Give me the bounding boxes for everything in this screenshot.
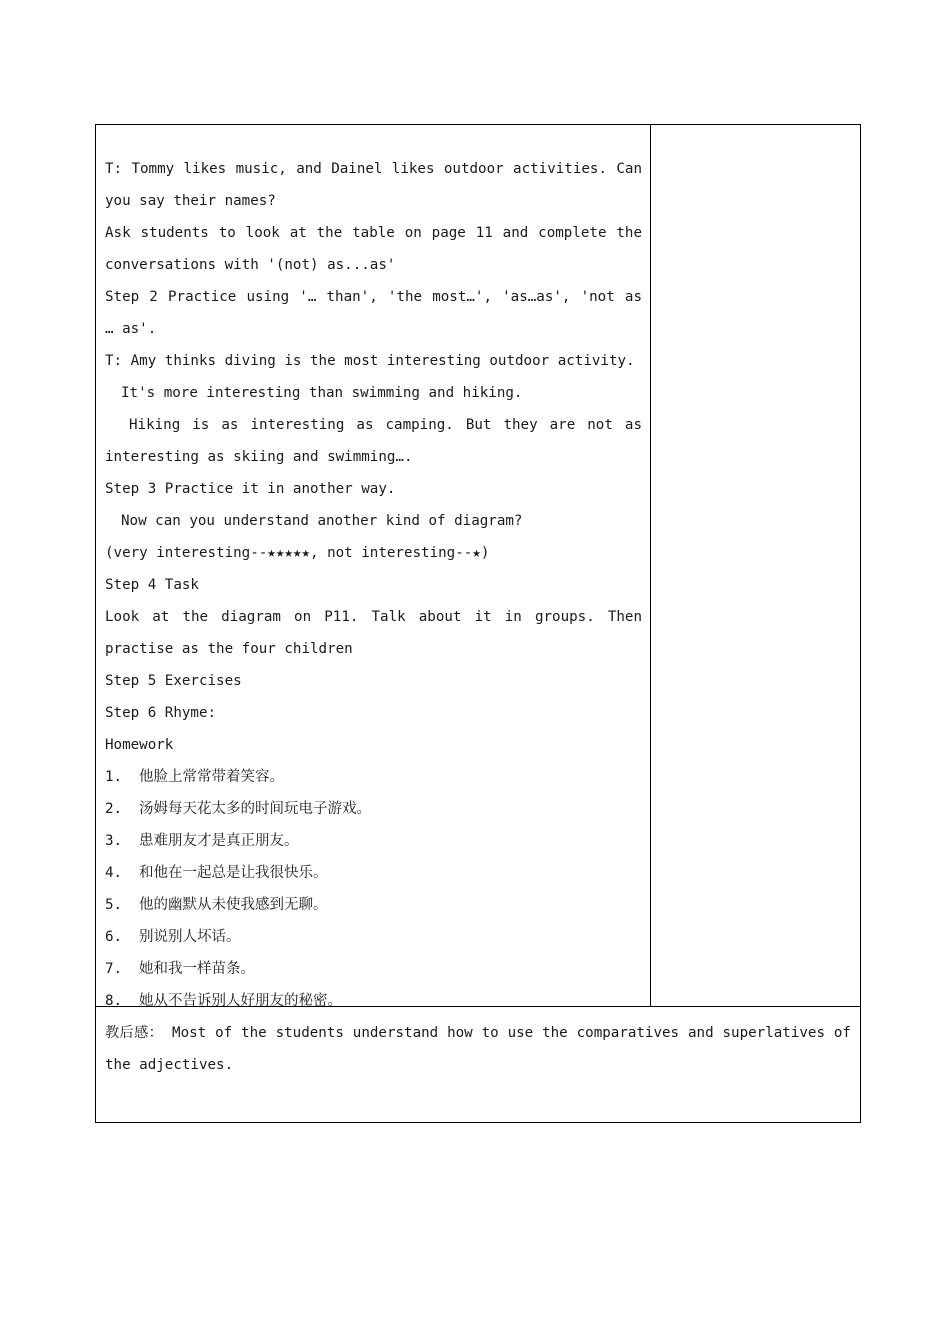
- homework-item: [105, 921, 642, 953]
- text-line: practise as the four children: [105, 641, 353, 657]
- homework-heading: Homework: [105, 737, 174, 753]
- homework-item: [105, 761, 642, 793]
- text-line: conversations with '(not) as...as': [105, 257, 396, 273]
- homework-number: 1.: [105, 769, 123, 785]
- homework-number: 6.: [105, 929, 123, 945]
- step-2-heading: Step 2 Practice using '… than', 'the most…', 'as…as', 'not as: [105, 289, 642, 305]
- homework-number: 7.: [105, 961, 123, 977]
- homework-text: 她和我一样苗条。: [139, 961, 255, 977]
- text-line: T: Tommy likes music, and Dainel likes outdoor activities. Can: [105, 161, 642, 177]
- reflection-text: [105, 1017, 851, 1081]
- text-line: Look at the diagram on P11. Talk about it in groups. Then: [105, 609, 642, 625]
- reflection-line-1: Most of the students understand how to use the comparatives and superlatives of: [172, 1025, 851, 1041]
- text-line: Hiking is as interesting as camping. But they are not as: [129, 417, 642, 433]
- homework-number: 5.: [105, 897, 123, 913]
- text-line: Ask students to look at the table on page 11 and complete the: [105, 225, 642, 241]
- homework-text: 汤姆每天花太多的时间玩电子游戏。: [139, 801, 371, 817]
- homework-number: 3.: [105, 833, 123, 849]
- homework-text: 她从不告诉别人好朋友的秘密。: [139, 993, 342, 1007]
- homework-item: [105, 889, 642, 921]
- homework-item: [105, 825, 642, 857]
- homework-text: 和他在一起总是让我很快乐。: [139, 865, 328, 881]
- text-line: It's more interesting than swimming and hiking.: [121, 385, 523, 401]
- homework-item: [105, 857, 642, 889]
- homework-text: 别说别人坏话。: [139, 929, 241, 945]
- step-6-heading: Step 6 Rhyme:: [105, 705, 217, 721]
- reflection-line-2: the adjectives.: [105, 1057, 234, 1073]
- step-3-heading: Step 3 Practice it in another way.: [105, 481, 396, 497]
- homework-text: 患难朋友才是真正朋友。: [139, 833, 299, 849]
- homework-item: [105, 953, 642, 985]
- text-line: T: Amy thinks diving is the most interesting outdoor activity.: [105, 353, 635, 369]
- homework-number: 2.: [105, 801, 123, 817]
- homework-text: 他脸上常常带着笑容。: [139, 769, 284, 785]
- homework-text: 他的幽默从未使我感到无聊。: [139, 897, 328, 913]
- text-line: Now can you understand another kind of diagram?: [121, 513, 523, 529]
- step-4-heading: Step 4 Task: [105, 577, 199, 593]
- notes-cell: [651, 125, 860, 1007]
- homework-item: [105, 793, 642, 825]
- star-rating-legend: (very interesting--★★★★★, not interesting--★): [105, 545, 490, 561]
- lesson-plan-table: [95, 124, 861, 1123]
- homework-number: 4.: [105, 865, 123, 881]
- step-5-heading: Step 5 Exercises: [105, 673, 242, 689]
- homework-item: [105, 985, 642, 1007]
- lesson-procedure-cell: [96, 125, 651, 1007]
- reflection-label: 教后感：: [105, 1025, 164, 1041]
- procedure-text: [105, 153, 642, 1007]
- homework-number: 8.: [105, 993, 123, 1007]
- text-line: you say their names?: [105, 193, 276, 209]
- text-line: … as'.: [105, 321, 157, 337]
- text-line: interesting as skiing and swimming….: [105, 449, 413, 465]
- reflection-cell: [96, 1007, 860, 1122]
- reflection-line: [105, 1017, 851, 1049]
